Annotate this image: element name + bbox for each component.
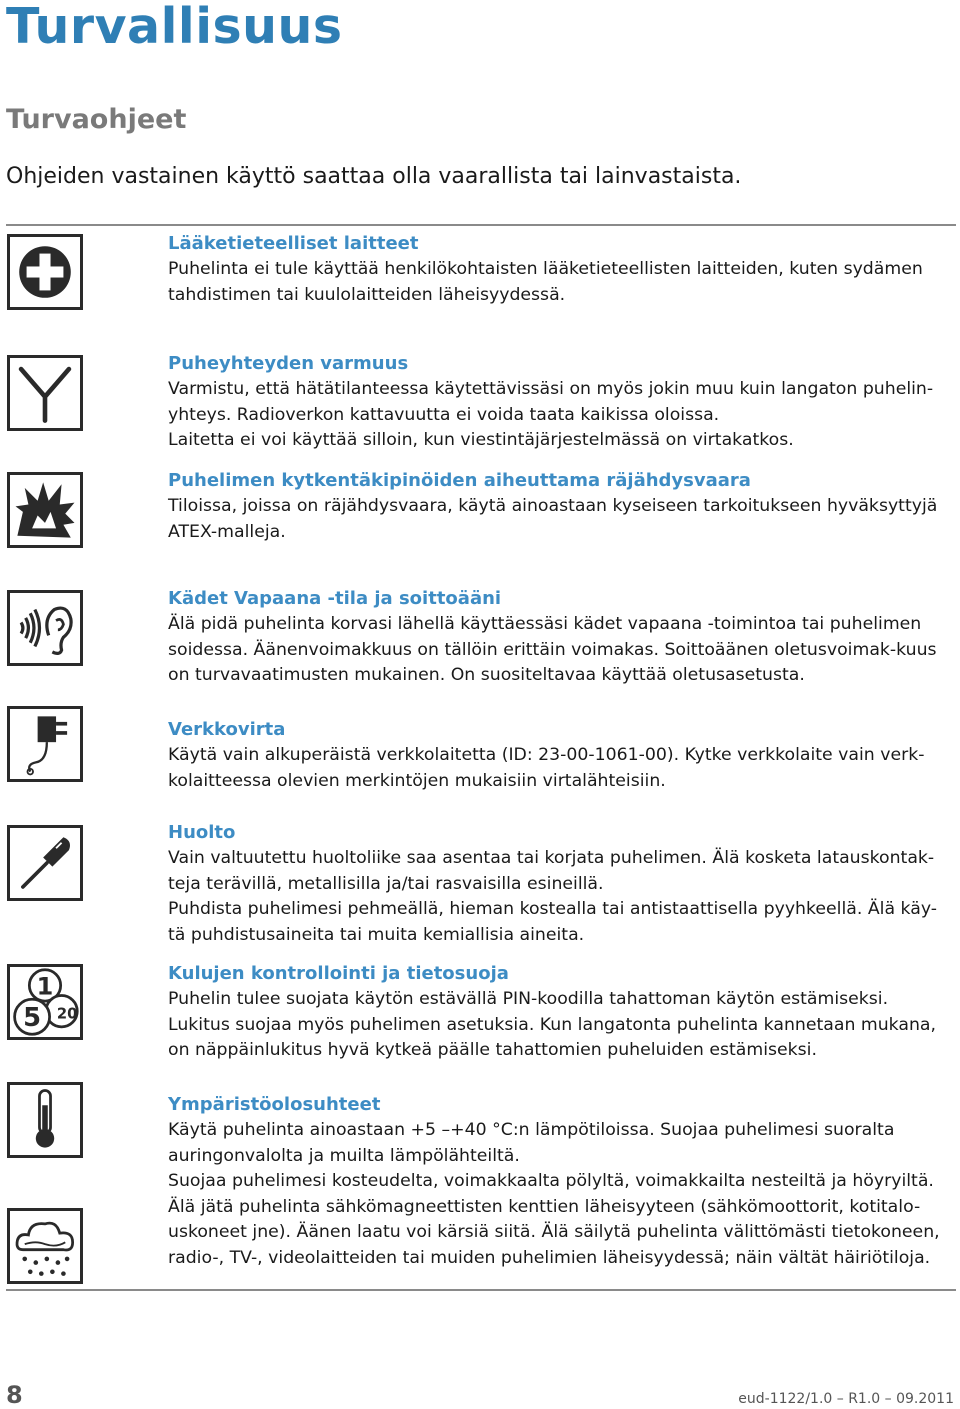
section-subtitle: Turvaohjeet [6, 104, 187, 135]
section-heading: Kulujen kontrollointi ja tietosuoja [168, 963, 509, 984]
section-text: Vain valtuutettu huoltoliike saa asentaa tai korjata puhelimen. Älä kosketa latauskontak-teja terävillä, metallisilla ja/tai rasvaisilla esineillä. [168, 848, 935, 894]
section-text: Lukitus suojaa myös puhelimen asetuksia. Kun langatonta puhelinta kannetaan mukana, on näppäinlukitus hyvä kytkeä päälle tahattomien puheluiden estämiseksi. [168, 1014, 937, 1061]
section-handsfree [168, 586, 948, 689]
section-heading: Puheyhteyden varmuus [168, 353, 409, 374]
section-text: Suojaa puhelimesi kosteudelta, voimakkaalta pölyltä, voimakkailta nesteiltä ja höyryiltä. Älä jätä puhelinta sähkömagneettisten kenttien läheisyyteen (sähkömoottorit, kotitalo-uskoneet jne). Äänen laatu voi kärsiä siitä. Älä säilytä puhelinta välittömästi tietokoneen, radio-, TV-, videolaitteiden tai muiden puhelimien läheisyydessä; näin vältät häiriötiloja. [168, 1171, 940, 1268]
section-text: Käytä puhelinta ainoastaan +5 –+40 °C:n lämpötiloissa. Suojaa puhelimesi suoralta auringonvalolta ja muilta lämpölähteiltä. [168, 1120, 895, 1166]
section-maintenance [168, 820, 948, 948]
section-medical-devices [168, 231, 948, 308]
section-explosion-risk [168, 468, 948, 545]
section-heading: Verkkovirta [168, 719, 286, 740]
section-heading: Kädet Vapaana -tila ja soittoääni [168, 588, 502, 609]
section-heading: Puhelimen kytkentäkipinöiden aiheuttama räjähdysvaara [168, 470, 751, 491]
section-text: Tiloissa, joissa on räjähdysvaara, käytä ainoastaan kyseiseen tarkoitukseen hyväksyttyjä ATEX-malleja. [168, 496, 938, 542]
section-heading: Huolto [168, 822, 236, 843]
pin-digit-5: 5 [23, 1002, 42, 1033]
thermometer-icon [7, 1082, 83, 1158]
section-text: Laitetta ei voi käyttää silloin, kun viestintäjärjestelmässä on virtakatkos. [168, 430, 794, 451]
section-text: Puhdista puhelimesi pehmeällä, hieman kostealla tai antistaattisella pyyhkeellä. Älä käy-tä puhdistusaineita tai muita kemiallisia aineita. [168, 899, 938, 945]
antenna-icon [7, 355, 83, 431]
section-text: Varmistu, että hätätilanteessa käytettävissäsi on myös jokin muu kuin langaton puhelin-yhteys. Radioverkon kattavuutta ei voida taata kaikissa oloissa. [168, 379, 934, 425]
section-text: Käytä vain alkuperäistä verkkolaitetta (ID: 23-00-1061-00). Kytke verkkolaite vain verk-kolaitteessa olevien merkintöjen mukaisiin virtalähteisiin. [168, 745, 925, 791]
section-cost-privacy [168, 961, 948, 1064]
section-text: Puhelin tulee suojata käytön estävällä PIN-koodilla tahattoman käytön estämiseksi. [168, 989, 889, 1009]
rain-cloud-icon [7, 1208, 83, 1284]
explosion-icon [7, 472, 83, 548]
lead-text: Ohjeiden vastainen käyttö saattaa olla vaarallista tai lainvastaista. [6, 164, 742, 189]
section-text: Älä pidä puhelinta korvasi lähellä käyttäessäsi kädet vapaana -toimintoa tai puhelimen soidessa. Äänenvoimakkuus on tällöin erittäin voimakas. Soittoäänen oletusvoimak-kuus on turvavaatimusten mukainen. On suositeltavaa käyttää oletusasetusta. [168, 614, 937, 686]
medical-cross-icon [7, 234, 83, 310]
section-environment [168, 1092, 948, 1272]
pin-code-icon [7, 964, 83, 1040]
bottom-divider [6, 1289, 956, 1291]
ear-sound-icon [7, 590, 83, 666]
page-title: Turvallisuus [6, 0, 343, 55]
page-number: 8 [6, 1381, 23, 1409]
section-call-reliability [168, 351, 948, 454]
section-heading: Lääketieteelliset laitteet [168, 233, 419, 254]
pin-digit-20: 20 [56, 1005, 78, 1023]
document-reference: eud-1122/1.0 – R1.0 – 09.2011 [738, 1391, 954, 1407]
power-adapter-icon [7, 706, 83, 782]
section-mains-power [168, 717, 948, 794]
pin-digit-1: 1 [36, 972, 54, 1001]
section-text: Puhelinta ei tule käyttää henkilökohtaisten lääketieteellisten laitteiden, kuten sydämen tahdistimen tai kuulolaitteiden läheisyydessä. [168, 259, 923, 305]
screwdriver-icon [7, 825, 83, 901]
top-divider [6, 224, 956, 226]
section-heading: Ympäristöolosuhteet [168, 1094, 381, 1115]
